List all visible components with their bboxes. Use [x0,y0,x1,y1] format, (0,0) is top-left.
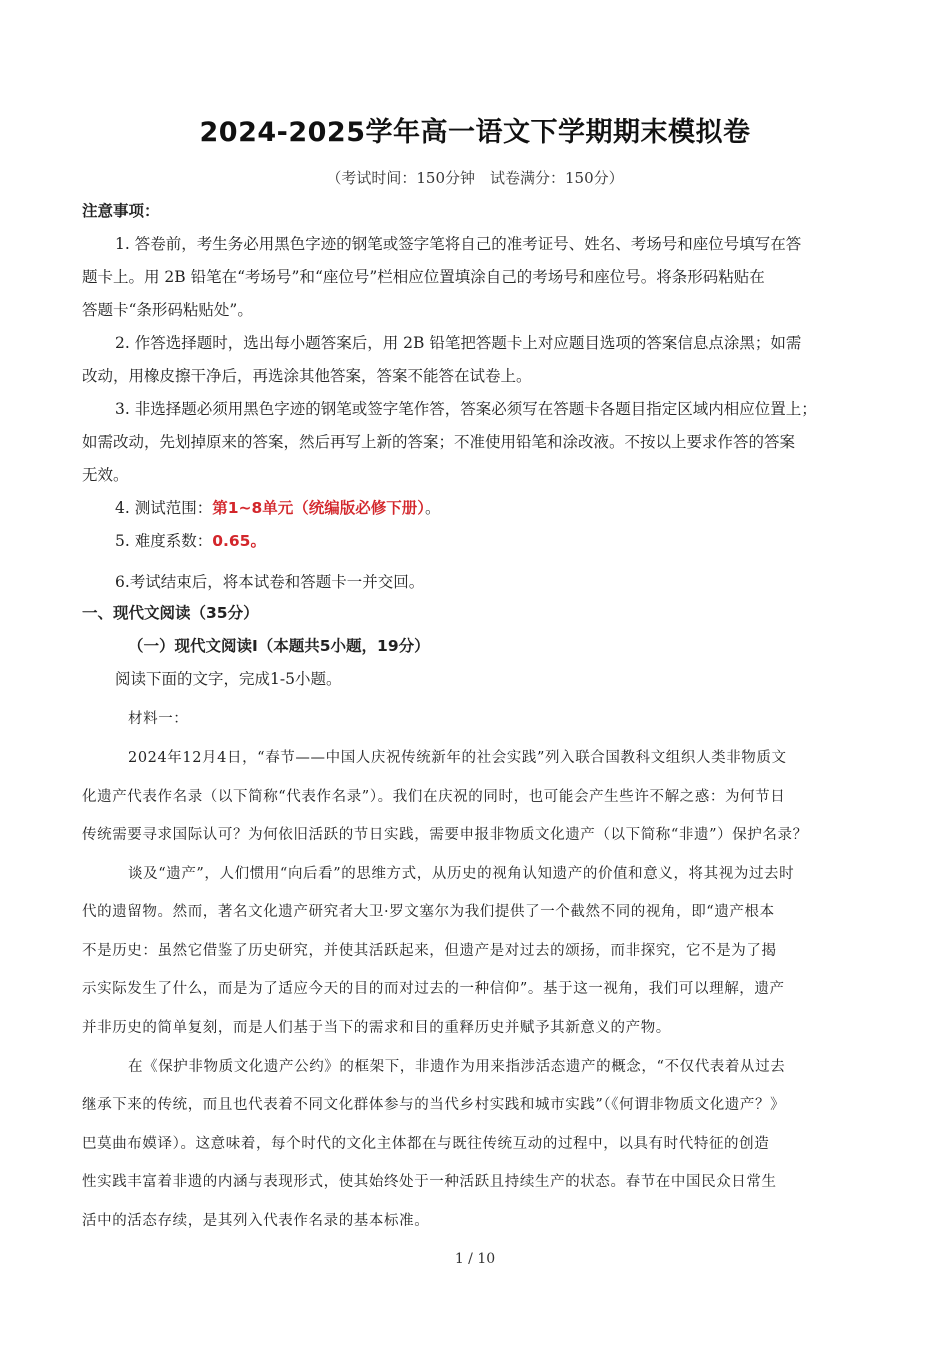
material-label: 材料一： [128,711,189,727]
material-para-3-line-1: 在《保护非物质文化遗产公约》的框架下，非遗作为用来指涉活态遗产的概念，“不仅代表着从过去 [128,1059,786,1075]
section-1-heading: 一、现代文阅读（35分） [82,604,259,622]
difficulty-value: 0.65。 [212,532,266,550]
notice-item-1-line-1: 1. 答卷前，考生务必用黑色字迹的钢笔或签字笔将自己的准考证号、姓名、考场号和座位号填写在答 [115,235,802,253]
test-scope-value: 第1~8单元（统编版必修下册） [212,499,426,517]
material-para-3-line-5: 活中的活态存续，是其列入代表作名录的基本标准。 [82,1213,430,1229]
notice-item-2-line-1: 2. 作答选择题时，选出每小题答案后，用 2B 铅笔把答题卡上对应题目选项的答案信息点涂黑；如需 [115,334,802,352]
material-para-1-line-2: 化遗产代表作名录（以下简称“代表作名录”）。我们在庆祝的同时，也可能会产生些许不解之惑：为何节日 [82,789,786,805]
page-number: 1 / 10 [454,1251,496,1267]
notice-item-4-prefix: 4. 测试范围： [115,499,213,517]
notice-item-5-prefix: 5. 难度系数： [115,532,213,550]
notice-heading: 注意事项： [82,202,160,220]
reading-instruction: 阅读下面的文字，完成1-5小题。 [115,670,342,688]
material-para-1-line-1: 2024年12月4日，“春节——中国人庆祝传统新年的社会实践”列入联合国教科文组织人类非物质文 [128,750,787,766]
notice-item-3-line-2: 如需改动，先划掉原来的答案，然后再写上新的答案；不准使用铅笔和涂改液。不按以上要求作答的答案 [82,433,796,451]
material-para-2-line-5: 并非历史的简单复刻，而是人们基于当下的需求和目的重释历史并赋予其新意义的产物。 [82,1020,671,1036]
material-para-2-line-1: 谈及“遗产”，人们惯用“向后看”的思维方式，从历史的视角认知遗产的价值和意义，将其视为过去时 [128,866,795,882]
notice-item-3-line-3: 无效。 [82,466,129,484]
notice-item-1-line-3: 答题卡“条形码粘贴处”。 [82,301,253,319]
material-para-2-line-4: 示实际发生了什么，而是为了适应今天的目的而对过去的一种信仰”。基于这一视角，我们可以理解，遗产 [82,981,785,997]
material-para-2-line-3: 不是历史：虽然它借鉴了历史研究，并使其活跃起来，但遗产是对过去的颂扬，而非探究，它不是为了揭 [82,943,777,959]
section-1-sub-heading: （一）现代文阅读Ⅰ（本题共5小题，19分） [128,637,430,655]
notice-item-3-line-1: 3. 非选择题必须用黑色字迹的钢笔或签字笔作答，答案必须写在答题卡各题目指定区域内相应位置上； [115,400,817,418]
material-para-3-line-4: 性实践丰富着非遗的内涵与表现形式，使其始终处于一种活跃且持续生产的状态。春节在中国民众日常生 [82,1174,777,1190]
material-para-3-line-3: 巴莫曲布嫫译）。这意味着，每个时代的文化主体都在与既往传统互动的过程中，以具有时代特征的创造 [82,1136,770,1152]
exam-title: 2024-2025学年高一语文下学期期末模拟卷 [199,117,751,148]
material-para-3-line-2: 继承下来的传统，而且也代表着不同文化群体参与的当代乡村实践和城市实践”（《何谓非物质文化遗产？》 [82,1097,786,1113]
notice-item-4 [115,498,905,518]
notice-item-5 [115,531,905,551]
material-para-2-line-2: 代的遗留物。然而，著名文化遗产研究者大卫·罗文塞尔为我们提供了一个截然不同的视角，即“遗产根本 [82,904,775,920]
notice-item-6: 6.考试结束后，将本试卷和答题卡一并交回。 [115,573,425,591]
notice-item-1-line-2: 题卡上。用 2B 铅笔在“考场号”和“座位号”栏相应位置填涂自己的考场号和座位号。将条形码粘贴在 [82,268,765,286]
notice-item-2-line-2: 改动，用橡皮擦干净后，再选涂其他答案，答案不能答在试卷上。 [82,367,532,385]
material-para-1-line-3: 传统需要寻求国际认可？为何依旧活跃的节日实践，需要申报非物质文化遗产（以下简称“非遗”）保护名录？ [82,827,808,843]
notice-item-4-suffix: 。 [425,499,441,517]
exam-subtitle: （考试时间：150分钟 试卷满分：150分） [326,169,624,187]
